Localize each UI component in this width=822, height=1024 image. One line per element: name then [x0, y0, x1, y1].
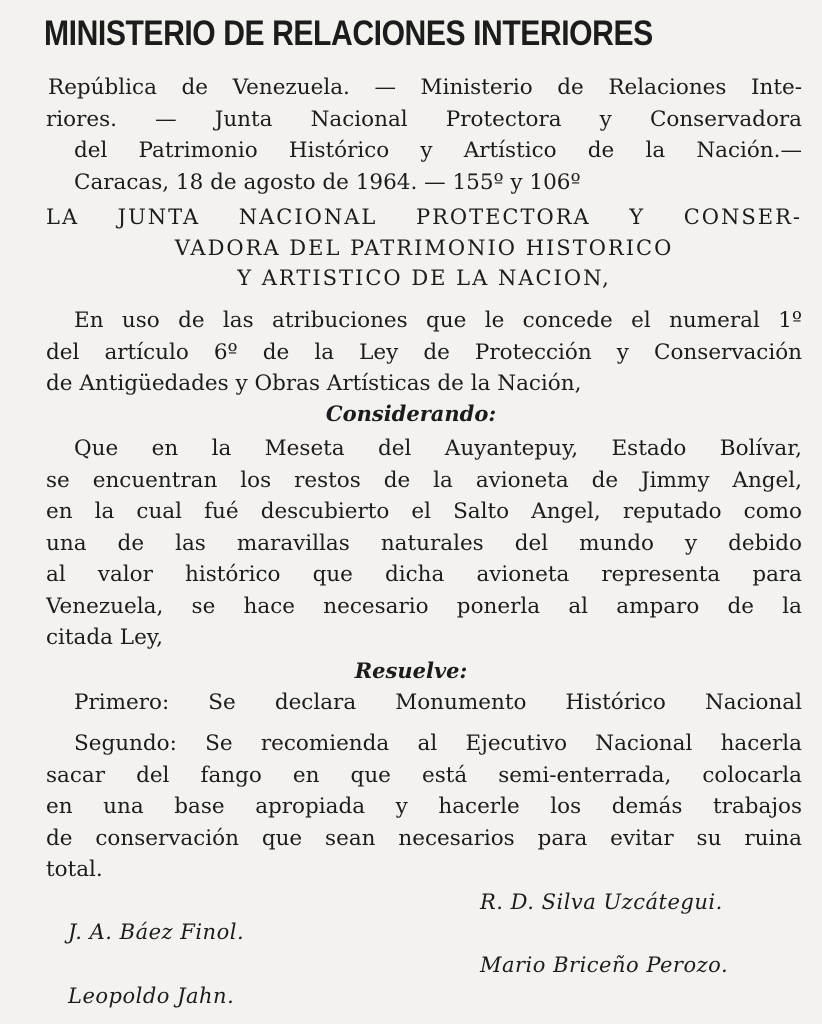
que-line: se encuentran los restos de la avioneta de Jimmy Angel, [46, 467, 802, 493]
header-line: Caracas, 18 de agosto de 1964. — 155º y 106º [74, 169, 581, 195]
signature-briceno: Mario Briceño Perozo. [480, 953, 729, 977]
signature-baez: J. A. Báez Finol. [68, 920, 245, 944]
segundo-line: Segundo: Se recomienda al Ejecutivo Nacional hacerla [74, 731, 802, 756]
junta-line: Y ARTISTICO DE LA NACION, [237, 266, 611, 290]
que-line: al valor histórico que dicha avioneta representa para [46, 562, 802, 587]
resuelve-heading: Resuelve: [354, 658, 468, 683]
que-line: en la cual fué descubierto el Salto Angel, reputado como [46, 499, 802, 524]
que-line: Venezuela, se hace necesario ponerla al amparo de la [46, 593, 802, 619]
primero-paragraph [46, 687, 802, 719]
uso-paragraph [46, 305, 802, 400]
document-title: MINISTERIO DE RELACIONES INTERIORES [44, 14, 653, 53]
primero-line: Primero: Se declara Monumento Histórico Nacional [74, 690, 802, 715]
header-paragraph [46, 72, 802, 198]
junta-heading [46, 202, 802, 294]
que-line: una de las maravillas naturales del mundo y debido [46, 530, 802, 556]
junta-line: VADORA DEL PATRIMONIO HISTORICO [174, 235, 674, 260]
segundo-paragraph [46, 728, 802, 886]
que-line: citada Ley, [46, 625, 163, 650]
segundo-line: total. [46, 857, 103, 882]
uso-line: En uso de las atribuciones que le concede el numeral 1º [74, 308, 802, 333]
signature-silva: R. D. Silva Uzcátegui. [480, 890, 723, 914]
header-line: República de Venezuela. — Ministerio de Relaciones Inte- [48, 75, 802, 100]
signature-jahn: Leopoldo Jahn. [68, 984, 235, 1008]
segundo-line: en una base apropiada y hacerle los demás trabajos [46, 794, 802, 819]
uso-line: del artículo 6º de la Ley de Protección y Conservación [46, 339, 802, 365]
que-line: Que en la Meseta del Auyantepuy, Estado Bolívar, [74, 436, 802, 461]
segundo-line: sacar del fango en que está semi-enterrada, colocarla [46, 762, 802, 788]
segundo-line: de conservación que sean necesarios para evitar su ruina [46, 825, 802, 851]
considerando-heading: Considerando: [325, 401, 497, 426]
que-paragraph [46, 433, 802, 654]
uso-line: de Antigüedades y Obras Artísticas de la Nación, [46, 371, 582, 396]
header-line: riores. — Junta Nacional Protectora y Conservadora [46, 106, 802, 132]
junta-line: LA JUNTA NACIONAL PROTECTORA Y CONSER- [46, 205, 802, 229]
header-line: del Patrimonio Histórico y Artístico de la Nación.— [74, 138, 802, 163]
